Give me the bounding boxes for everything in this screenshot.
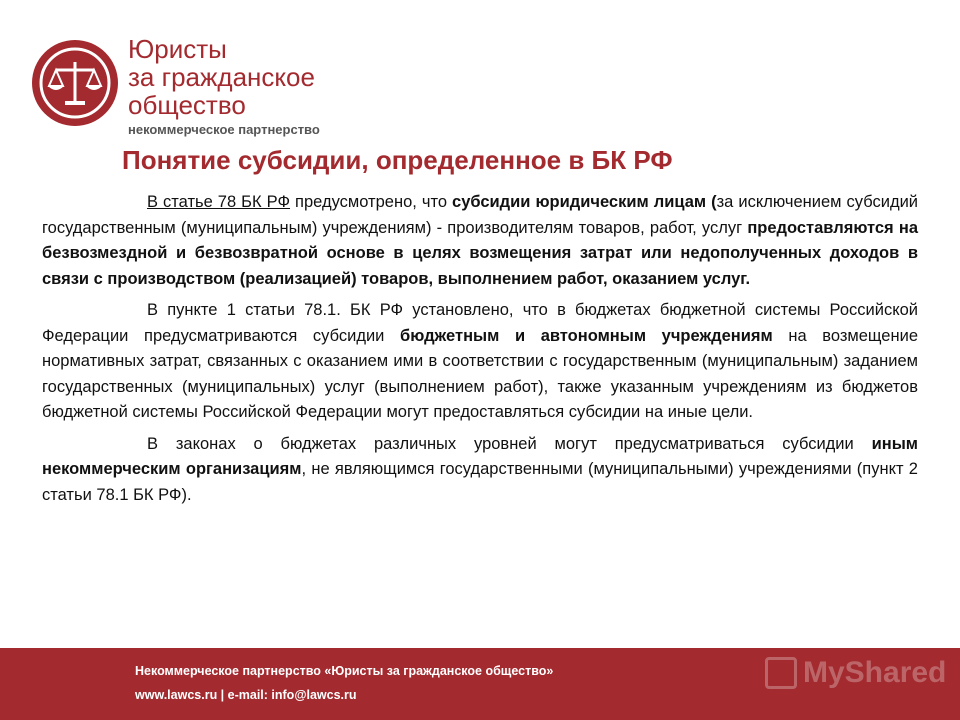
p2-bold-1: бюджетным и автономным учреждениям <box>400 326 773 345</box>
brand-line-2: за гражданское <box>128 62 315 92</box>
presentation-icon <box>765 657 797 689</box>
logo <box>32 40 118 126</box>
footer-contacts: www.lawcs.ru | e-mail: info@lawcs.ru <box>135 688 357 702</box>
watermark-text: MyShared <box>803 656 947 689</box>
p3-text-1: В законах о бюджетах различных уровней могут предусматриваться субсидии <box>147 434 872 453</box>
p2-text-2: на возмещение нормативных затрат, связанных с оказанием ими в соответствии с государственным (муниципальным) заданием государственных (муниципальных) услуг (выполнением работ), также указанным учреждениям из бюджетов бюджетной системы Российской Федерации могут предоставляться субсидии на иные цели. <box>42 326 918 421</box>
article-reference-link[interactable]: В статье 78 БК РФ <box>147 193 291 211</box>
p1-bold-1: субсидии юридическим лицам ( <box>452 193 717 211</box>
p1-text-1: предусмотрено, что <box>290 193 453 211</box>
scales-of-justice-icon <box>32 40 118 126</box>
p1-text-2: за исключением субсидий государственным (муниципальным) учреждениям) - производителям товаров, работ, услуг <box>42 193 919 237</box>
page-title: Понятие субсидии, определенное в БК РФ <box>122 145 673 175</box>
brand-line-1: Юристы <box>128 34 227 64</box>
p1-bold-2: предоставляются на безвозмездной и безвозвратной основе в целях возмещения затрат или недополученных доходов в связи с производством (реализацией) товаров, выполнением работ, оказанием услуг. <box>42 218 918 288</box>
watermark <box>765 656 946 690</box>
paragraph-2 <box>42 298 918 426</box>
p3-bold-1: иным некоммерческим организациям <box>42 434 918 478</box>
p3-text-2: , не являющимся государственными (муниципальными) учреждениями (пункт 2 статьи 78.1 БК РФ). <box>42 460 918 504</box>
brand-subtitle: некоммерческое партнерство <box>128 122 320 137</box>
footer-org-name: Некоммерческое партнерство «Юристы за гражданское общество» <box>135 664 554 678</box>
brand-name <box>128 35 320 139</box>
paragraph-1 <box>42 190 918 292</box>
p2-text-1: В пункте 1 статьи 78.1. БК РФ установлено, что в бюджетах бюджетной системы Российской Федерации предусматриваются субсидии <box>42 301 918 345</box>
brand-line-3: общество <box>128 90 246 120</box>
paragraph-3 <box>42 432 918 509</box>
main-content <box>42 190 918 514</box>
